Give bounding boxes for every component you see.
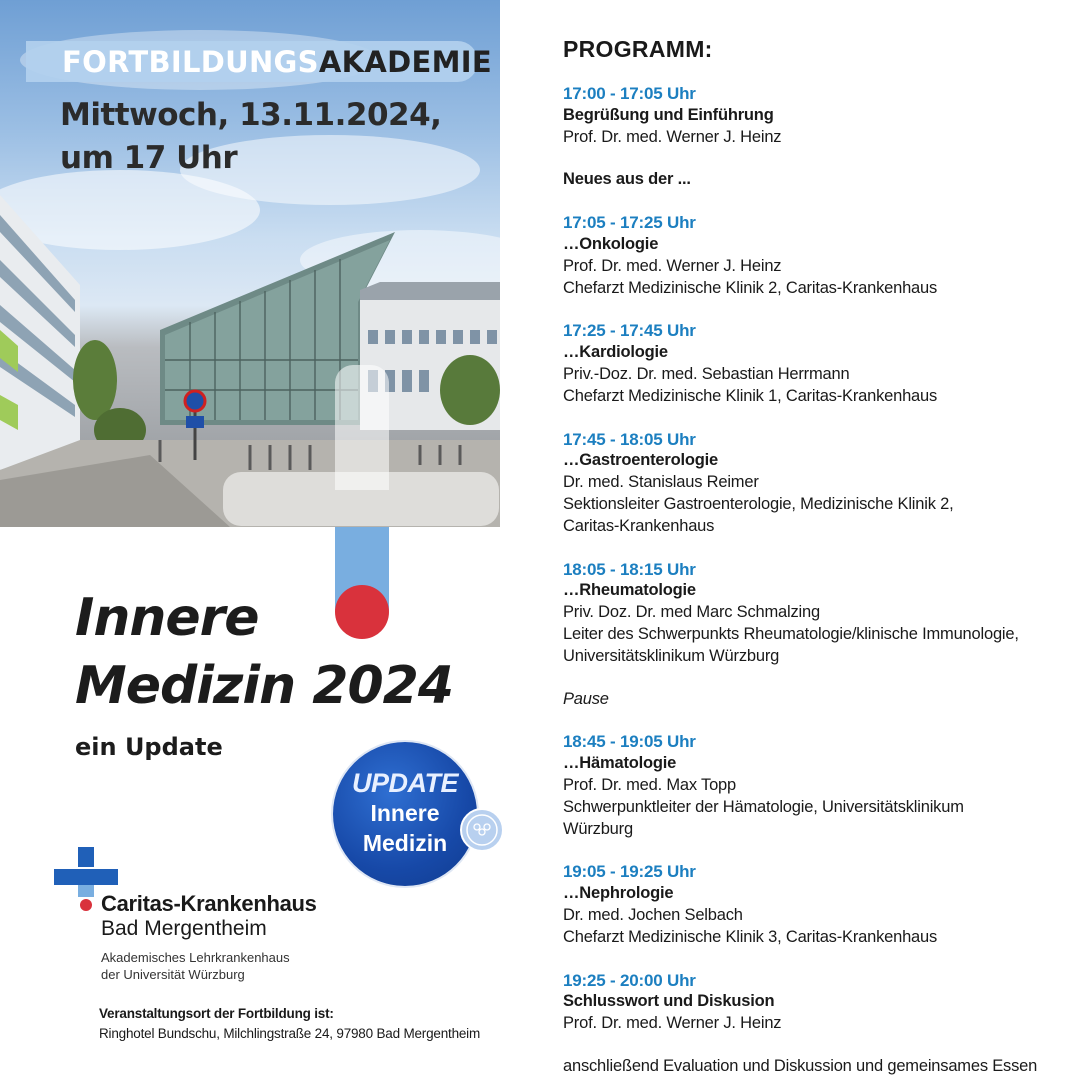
program-item: [563, 83, 1063, 148]
hospital-tagline-2: der Universität Würzburg: [101, 967, 245, 982]
academy-title-part2: AKADEMIE: [318, 45, 492, 79]
main-title-line1: Innere: [75, 588, 259, 648]
item-topic: Begrüßung und Einführung: [563, 105, 774, 124]
pause-note: Pause: [563, 689, 609, 708]
item-affiliation: Chefarzt Medizinische Klinik 2, Caritas-Krankenhaus: [563, 278, 938, 297]
item-affiliation: Sektionsleiter Gastroenterologie, Medizinische Klinik 2,: [563, 494, 954, 513]
academy-title-part1: FORTBILDUNGS: [62, 45, 319, 79]
main-subtitle: ein Update: [75, 733, 223, 761]
item-topic: …Gastroenterologie: [563, 451, 719, 470]
item-time: 17:25 - 17:45 Uhr: [563, 321, 696, 341]
badge-line3: Medizin: [362, 830, 448, 856]
venue-address: Ringhotel Bundschu, Milchlingstraße 24, 97980 Bad Mergentheim: [99, 1026, 481, 1041]
update-badge: [333, 742, 477, 886]
item-topic: Schlusswort und Diskusion: [563, 992, 775, 1011]
item-speaker: Prof. Dr. med. Werner J. Heinz: [563, 1014, 782, 1033]
item-speaker: Dr. med. Jochen Selbach: [563, 905, 743, 924]
badge-line2: Innere: [370, 800, 440, 826]
badge-line1: UPDATE: [351, 768, 458, 798]
people-group-icon: [460, 808, 504, 852]
item-speaker: Priv. Doz. Dr. med Marc Schmalzing: [563, 603, 820, 622]
item-time: 17:00 - 17:05 Uhr: [563, 84, 696, 103]
item-affiliation: Chefarzt Medizinische Klinik 3, Caritas-Krankenhaus: [563, 927, 938, 946]
item-time: 18:45 - 19:05 Uhr: [563, 732, 696, 752]
item-topic: …Hämatologie: [563, 754, 677, 773]
item-speaker: Dr. med. Stanislaus Reimer: [563, 473, 759, 492]
item-topic: …Rheumatologie: [563, 581, 696, 600]
program-section: [563, 36, 1063, 1078]
hospital-tagline-1: Akademisches Lehrkrankenhaus: [101, 950, 290, 965]
cross-horizontal-bar: [223, 472, 499, 526]
item-affiliation: Chefarzt Medizinische Klinik 1, Caritas-Krankenhaus: [563, 386, 938, 405]
cross-red-dot: [335, 585, 389, 639]
program-item: [563, 429, 1063, 538]
item-time: 19:05 - 19:25 Uhr: [563, 862, 696, 882]
intro-note: Neues aus der ...: [563, 170, 691, 189]
item-affiliation: Leiter des Schwerpunkts Rheumatologie/klinische Immunologie,: [563, 624, 1019, 643]
item-speaker: Priv.-Doz. Dr. med. Sebastian Herrmann: [563, 364, 850, 383]
item-topic: …Kardiologie: [563, 343, 668, 362]
program-item: [563, 559, 1063, 668]
item-affiliation: Caritas-Krankenhaus: [563, 516, 715, 535]
item-speaker: Prof. Dr. med. Werner J. Heinz: [563, 127, 782, 146]
academy-title: [62, 44, 492, 80]
hospital-name: Caritas-Krankenhaus: [101, 891, 317, 916]
item-time: 17:05 - 17:25 Uhr: [563, 213, 696, 233]
item-time: 19:25 - 20:00 Uhr: [563, 970, 696, 990]
program-item: [563, 861, 1063, 948]
item-time: 17:45 - 18:05 Uhr: [563, 429, 696, 449]
item-speaker: Prof. Dr. med. Werner J. Heinz: [563, 256, 782, 275]
event-date: Mittwoch, 13.11.2024,: [60, 97, 442, 133]
main-title-line2: Medizin 2024: [75, 656, 453, 716]
program-heading: PROGRAMM:: [563, 36, 713, 62]
venue-heading: Veranstaltungsort der Fortbildung ist:: [99, 1006, 334, 1021]
item-time: 18:05 - 18:15 Uhr: [563, 559, 696, 579]
item-topic: …Nephrologie: [563, 884, 674, 903]
program-item: [563, 970, 1063, 1035]
item-affiliation: Schwerpunktleiter der Hämatologie, Universitätsklinikum: [563, 797, 964, 816]
program-item: [563, 212, 1063, 299]
item-affiliation: Universitätsklinikum Würzburg: [563, 646, 780, 665]
event-time: um 17 Uhr: [60, 140, 238, 176]
closing-note: anschließend Evaluation und Diskussion und gemeinsames Essen: [563, 1056, 1038, 1075]
program-item: [563, 320, 1063, 407]
item-affiliation: Würzburg: [563, 819, 633, 838]
item-topic: …Onkologie: [563, 234, 659, 253]
hospital-city: Bad Mergentheim: [101, 917, 267, 940]
program-item: [563, 731, 1063, 840]
item-speaker: Prof. Dr. med. Max Topp: [563, 775, 737, 794]
